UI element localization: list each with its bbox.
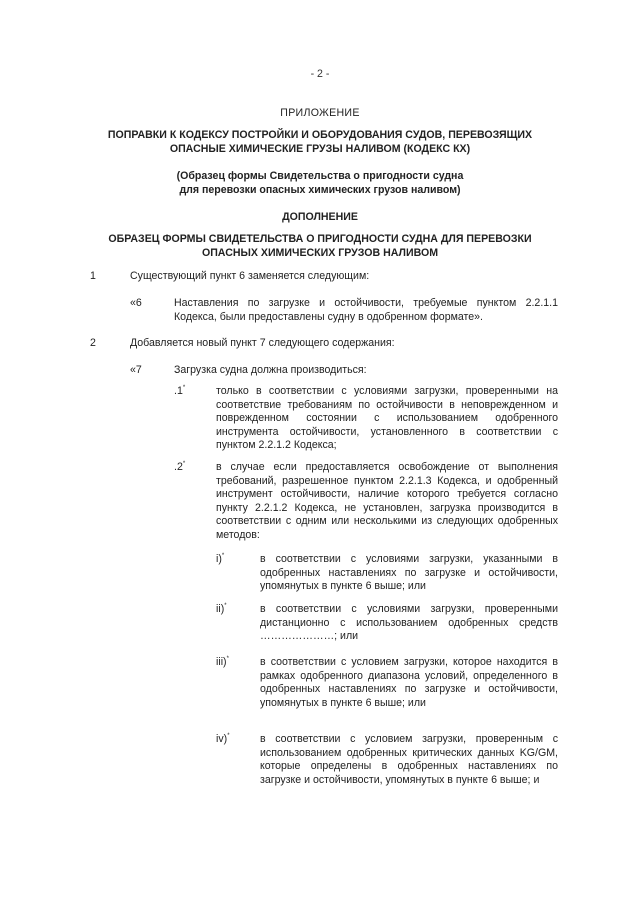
item-text: Существующий пункт 6 заменяется следующим: xyxy=(130,270,370,282)
subtitle-line1: (Образец формы Свидетельства о пригодности судна xyxy=(176,170,464,182)
method-text: в соответствии с условиями загрузки, указанными в одобренных наставлениях по загрузке и остойчивости, упомянутых в пункте 6 выше; или xyxy=(260,553,558,592)
method-text: в соответствии с условием загрузки, которое находится в рамках одобренного диапазона условий, определенного в одобренных наставлениях по загрузке и остойчивости, упомянутых в пункте 6 выше; или xyxy=(260,656,558,709)
method-text: в соответствии с условиями загрузки, проверенными дистанционно с использованием одобренных средств …………………; или xyxy=(260,603,558,642)
form-title-line2: ОПАСНЫХ ХИМИЧЕСКИХ ГРУЗОВ НАЛИВОМ xyxy=(201,246,439,259)
main-title-line1: ПОПРАВКИ К КОДЕКСУ ПОСТРОЙКИ И ОБОРУДОВАНИЯ СУДОВ, ПЕРЕВОЗЯЩИХ xyxy=(107,129,533,141)
subtitle-line2: для перевозки опасных химических грузов наливом) xyxy=(179,183,461,196)
quote-marker: «6 xyxy=(130,297,142,309)
page-number: - 2 - xyxy=(310,68,330,80)
subitem-marker: .1* xyxy=(174,385,186,397)
item-number: 2 xyxy=(90,337,96,349)
supplement-title: ДОПОЛНЕНИЕ xyxy=(282,211,358,223)
form-title-line1: ОБРАЗЕЦ ФОРМЫ СВИДЕТЕЛЬСТВА О ПРИГОДНОСТИ СУДНА ДЛЯ ПЕРЕВОЗКИ xyxy=(108,233,532,245)
appendix-title: ПРИЛОЖЕНИЕ xyxy=(280,107,360,119)
method-marker: i)* xyxy=(216,553,225,565)
main-title-line2: ОПАСНЫЕ ХИМИЧЕСКИЕ ГРУЗЫ НАЛИВОМ (КОДЕКС КХ) xyxy=(169,142,471,155)
subitem-text: в случае если предоставляется освобождение от выполнения требований, разрешенное пунктом 2.2.1.3 Кодекса, и одобренный инструмент остойчивости, наличие которого требуется согласно пункту 2.2.1.2 Кодекса, не установлен, загрузка производится в соответствии с одним или несколькими из следующих одобренных методов: xyxy=(216,461,558,541)
form-title xyxy=(60,233,580,260)
method-marker: ii)* xyxy=(216,603,227,615)
quote-text: Наставления по загрузке и остойчивости, требуемые пунктом 2.2.1.1 Кодекса, были предоставлены судну в одобренном формате». xyxy=(174,297,558,323)
method-marker: iv)* xyxy=(216,733,230,745)
subtitle xyxy=(60,170,580,197)
method-text: в соответствии с условием загрузки, проверенным с использованием одобренных критических данных KG/GM, которые определены в одобренных наставлениях по загрузке и остойчивости, упомянутых в пункте 6 выше; и xyxy=(260,733,558,786)
subitem-marker: .2* xyxy=(174,461,186,473)
item-text: Добавляется новый пункт 7 следующего содержания: xyxy=(130,337,395,349)
quote-marker: «7 xyxy=(130,364,142,376)
method-marker: iii)* xyxy=(216,656,229,668)
quote-text: Загрузка судна должна производиться: xyxy=(174,364,367,376)
main-title xyxy=(60,129,580,156)
subitem-text: только в соответствии с условиями загрузки, проверенными на соответствие требованиям по остойчивости в неповрежденном и поврежденном состоянии с использованием одобренного инструмента остойчивости, установленного в соответствии с пунктом 2.2.1.2 Кодекса; xyxy=(216,385,558,451)
item-number: 1 xyxy=(90,270,96,282)
